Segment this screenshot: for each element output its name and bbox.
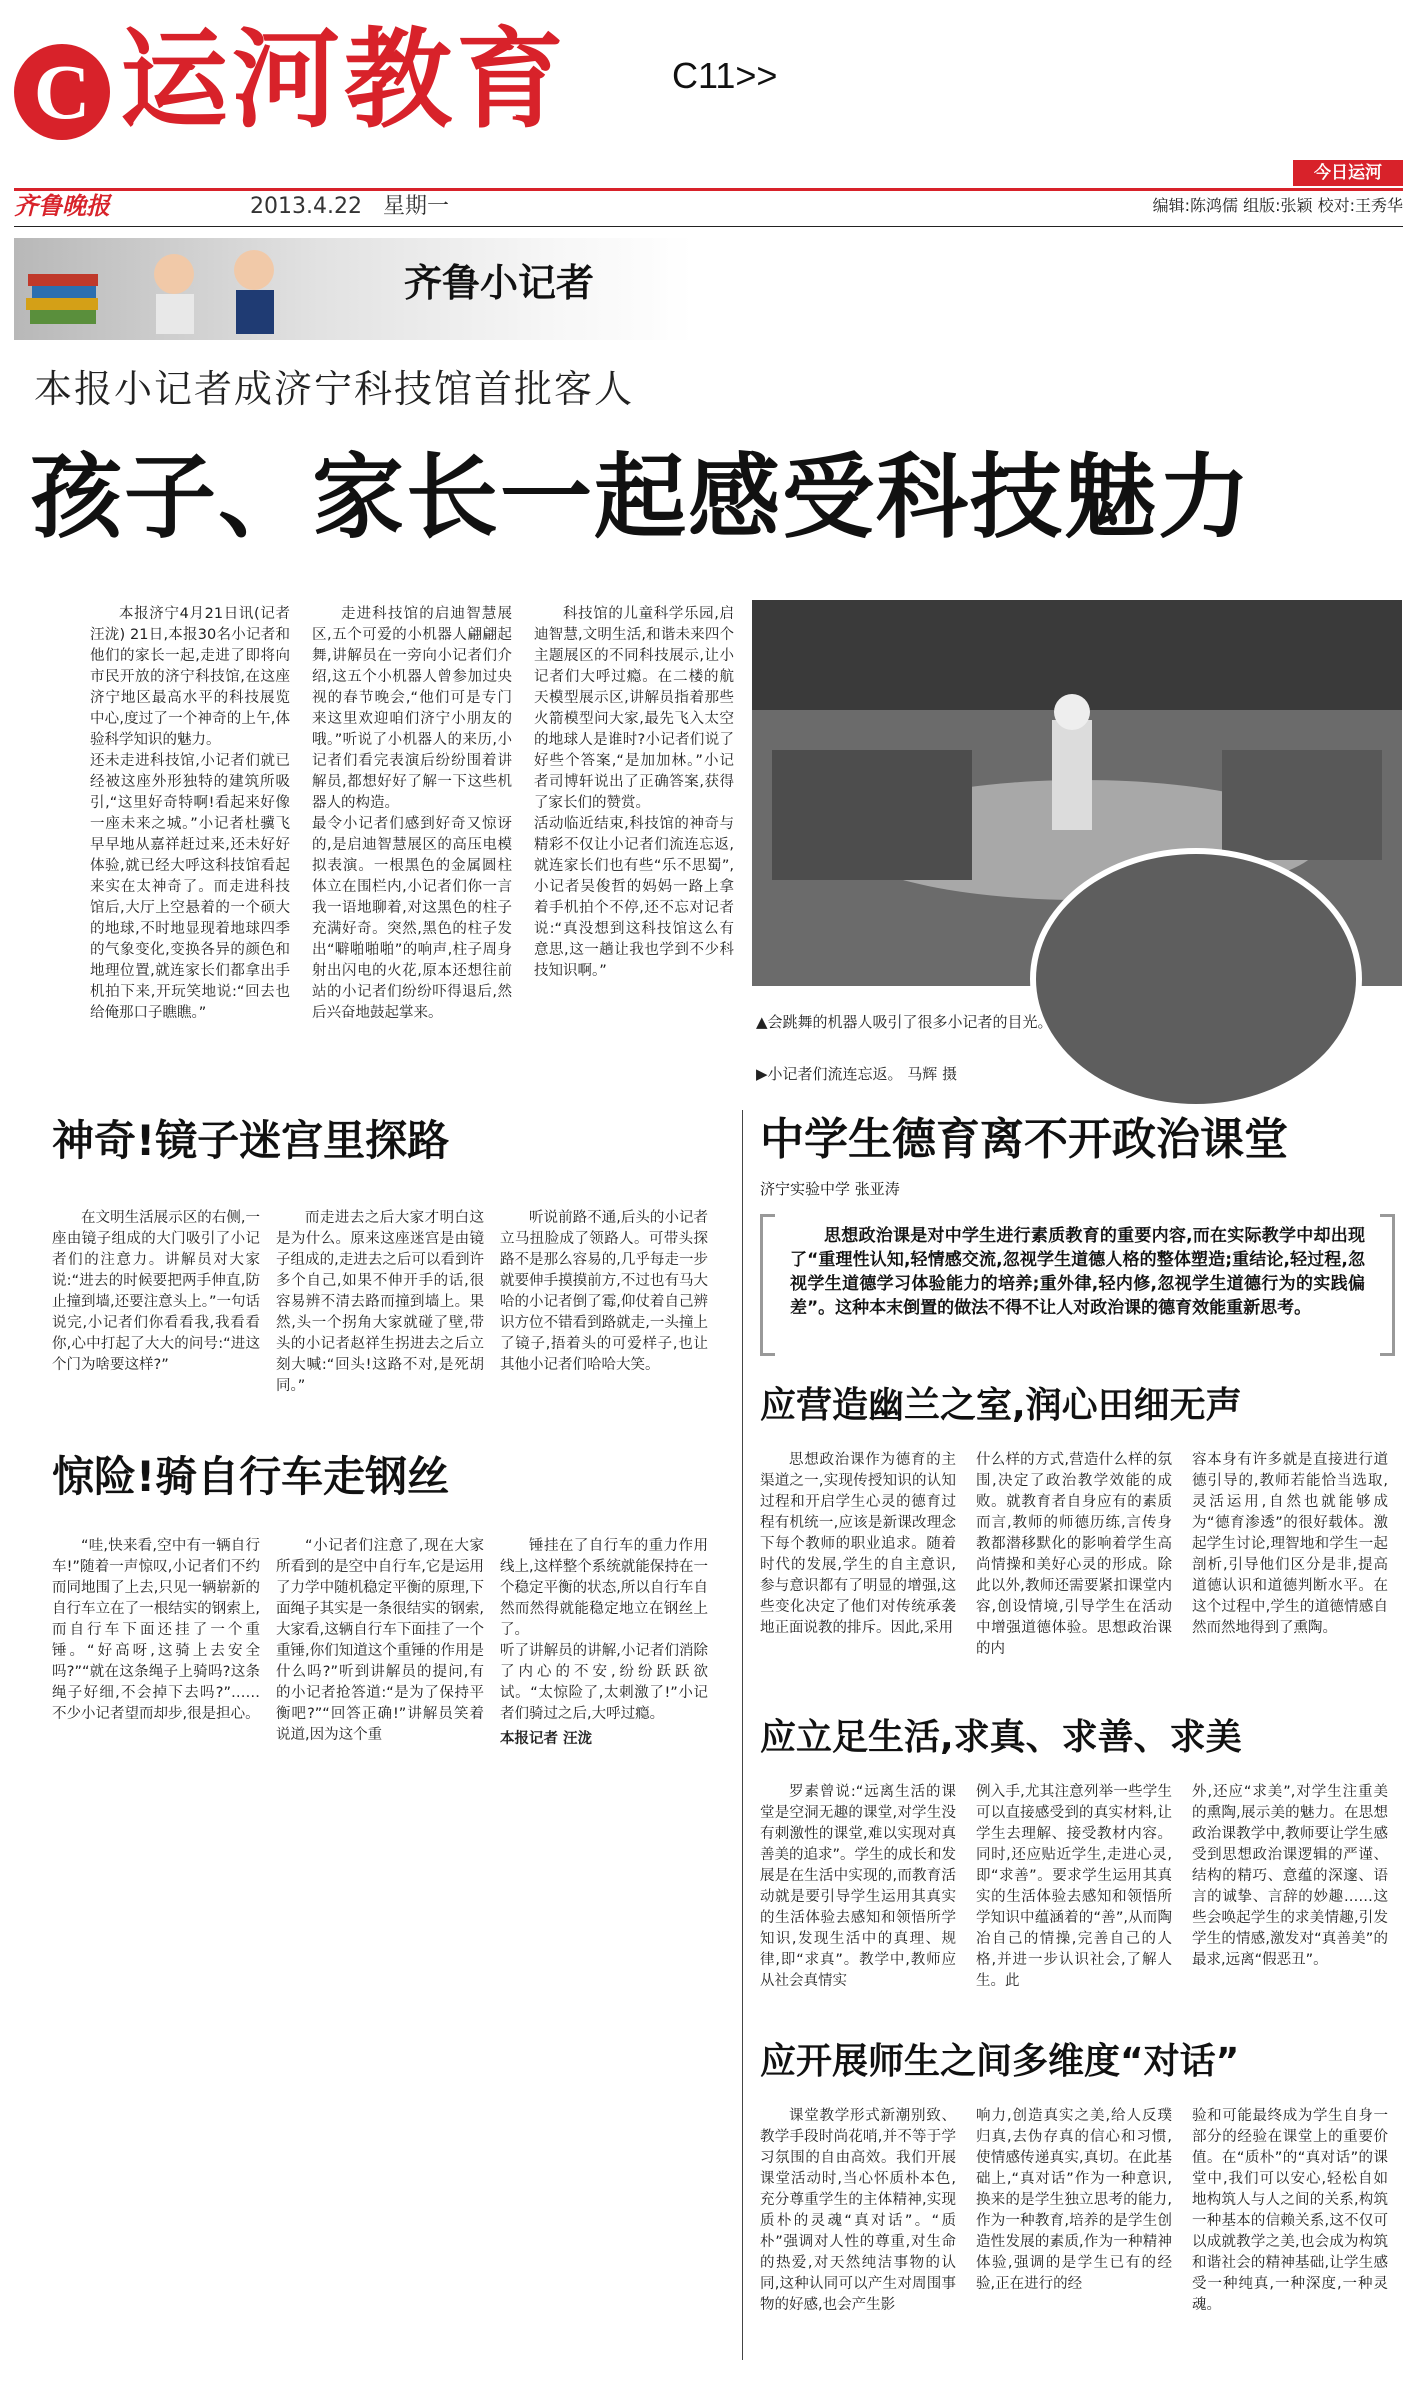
- photo-caption-1: ▲会跳舞的机器人吸引了很多小记者的目光。: [756, 1013, 1053, 1031]
- lead-column-2: [312, 604, 512, 1024]
- issue-weekday: 星期一: [382, 194, 449, 219]
- moral-s1-col3-text: 容本身有许多就是直接进行道德引导的,教师若能恰当选取,灵活运用,自然也就能够成为“德育渗透”的很好载体。激起学生讨论,理智地和学生一起剖析,引导他们区分是非,提高道德认识和道德判断水平。在这个过程中,学生的道德情感自然而然地得到了熏陶。: [1192, 1452, 1388, 1636]
- moral-s3-col-1: [760, 2106, 956, 2316]
- abstract-bracket-right: [1380, 1214, 1395, 1356]
- mirror-col1-text: 在文明生活展示区的右侧,一座由镜子组成的大门吸引了小记者们的注意力。讲解员对大家说:“进去的时候要把两手伸直,防止撞到墙,还要注意头上。”一句话说完,小记者们你看看我,我看看你,心中打起了大大的问号:“进这个门为啥要这样?”: [52, 1210, 260, 1373]
- mirror-column-3: [500, 1208, 708, 1376]
- bike-column-2: [276, 1536, 484, 1746]
- masthead-logo-c: C: [14, 44, 110, 140]
- issue-date: 2013.4.22: [250, 194, 362, 219]
- bike-col3-text: 锤挂在了自行车的重力作用线上,这样整个系统就能保持在一个稳定平衡的状态,所以自行车自然而然得就能稳定地立在钢丝上了。 听了讲解员的讲解,小记者们消除了内心的不安,纷纷跃跃欲试。“太惊险了,太刺激了!”小记者们骑过之后,大呼过瘾。: [500, 1538, 708, 1722]
- moral-section-3-title: 应开展师生之间多维度“对话”: [760, 2041, 1240, 2082]
- paper-name: 齐鲁晚报: [14, 191, 110, 220]
- lead-column-1: [90, 604, 290, 1024]
- dateline: [130, 196, 449, 218]
- masthead-rule: [14, 188, 1403, 191]
- mirror-column-2: [276, 1208, 484, 1397]
- bike-column-1: [52, 1536, 260, 1725]
- moral-s1-col1-text: 思想政治课作为德育的主渠道之一,实现传授知识的认知过程和开启学生心灵的德育过程有机统一,应该是新课改理念下每个教师的职业追求。随着时代的发展,学生的自主意识,参与意识都有了明显的增强,这些变化决定了他们对传统承袭地正面说教的排斥。因此,采用: [760, 1452, 956, 1636]
- moral-s3-col3-text: 验和可能最终成为学生自身一部分的经验在课堂上的重要价值。在“质朴”的“真对话”的课堂中,我们可以安心,轻松自如地构筑人与人之间的关系,构筑一种基本的信赖关系,这不仅可以成就教学之美,也会成为构筑和谐社会的精神基础,让学生感受一种纯真,一种深度,一种灵魂。: [1192, 2108, 1388, 2313]
- photo-caption-2: ▶小记者们流连忘返。 马辉 摄: [756, 1065, 958, 1083]
- column-divider: [742, 1110, 743, 2360]
- banner-illustration: [24, 244, 354, 336]
- moral-s1-col-2: [976, 1450, 1172, 1660]
- moral-s1-col-1: [760, 1450, 956, 1639]
- moral-s2-col-1: [760, 1782, 956, 1992]
- lead-col2-text: 走进科技馆的启迪智慧展区,五个可爱的小机器人翩翩起舞,讲解员在一旁向小记者们介绍,这五个小机器人曾参加过央视的春节晚会,“他们可是专门来这里欢迎咱们济宁小朋友的哦。”听说了小机器人的来历,小记者们看完表演后纷纷围着讲解员,都想好好了解一下这些机器人的构造。 最令小记者们感到好奇又惊讶的,是启迪智慧展区的高压电模拟表演。一根黑色的金属圆柱体立在围栏内,小记者们你一言我一语地聊着,对这黑色的柱子充满好奇。突然,黑色的柱子发出“噼啪啪啪”的响声,柱子周身射出闪电的火花,原本还想往前站的小记者们纷纷吓得退后,然后兴奋地鼓起掌来。: [312, 606, 512, 1021]
- moral-s2-col1-text: 罗素曾说:“远离生活的课堂是空洞无趣的课堂,对学生没有刺激性的课堂,难以实现对真善美的追求”。学生的成长和发展是在生活中实现的,而教育活动就是要引导学生运用其真实的生活体验去感知和领悟所学知识,发现生活中的真理、规律,即“求真”。教学中,教师应从社会真情实: [760, 1784, 957, 1989]
- mirror-col3-text: 听说前路不通,后头的小记者立马扭脸成了领路人。可带头探路不是那么容易的,几乎每走一步就要伸手摸摸前方,不过也有马大哈的小记者倒了霉,仰仗着自己辨识方位不错看到路就走,一头撞上了镜子,捂着头的可爱样子,也让其他小记者们哈哈大笑。: [500, 1210, 708, 1373]
- moral-s2-col-3: [1192, 1782, 1388, 1971]
- moral-s2-col-2: [976, 1782, 1172, 1992]
- moral-s2-col3-text: 外,还应“求美”,对学生注重美的熏陶,展示美的魅力。在思想政治课教学中,教师要让学生感受到思想政治课逻辑的严谨、结构的精巧、意蕴的深邃、语言的诚挚、言辞的妙趣……这些会唤起学生的求美情趣,引发学生的情感,激发对“真善美”的最求,远离“假恶丑”。: [1192, 1784, 1388, 1968]
- moral-s3-col2-text: 响力,创造真实之美,给人反璞归真,去伪存真的信心和习惯,使情感传递真实,真切。在此基础上,“真对话”作为一种意识,换来的是学生独立思考的能力,作为一种教育,培养的是学生创造性发展的素质,作为一种精神体验,强调的是学生已有的经验,正在进行的经: [976, 2108, 1172, 2292]
- moral-s1-col-3: [1192, 1450, 1388, 1639]
- section-badge: 今日运河: [1293, 160, 1403, 186]
- mirror-column-1: [52, 1208, 260, 1376]
- lead-col3-text: 科技馆的儿童科学乐园,启迪智慧,文明生活,和谐未来四个主题展区的不同科技展示,让小记者们大呼过瘾。在二楼的航天模型展示区,讲解员指着那些火箭模型问大家,最先飞入太空的地球人是谁时?小记者们说了好些个答案,“是加加林。”小记者司博轩说出了正确答案,获得了家长们的赞赏。 活动临近结束,科技馆的神奇与精彩不仅让小记者们流连忘返,就连家长们也有些“乐不思蜀”,小记者吴俊哲的妈妈一路上拿着手机拍个不停,还不忘对记者说:“真没想到这科技馆这么有意思,这一趟让我也学到不少科技知识啊。”: [534, 606, 734, 979]
- moral-headline: 中学生德育离不开政治课堂: [760, 1114, 1288, 1165]
- moral-section-1-title: 应营造幽兰之室,润心田细无声: [760, 1385, 1242, 1426]
- masthead-title: 运河教育: [120, 18, 569, 143]
- bike-column-3: [500, 1536, 708, 1750]
- moral-s3-col1-text: 课堂教学形式新潮别致、教学手段时尚花哨,并不等于学习氛围的自由高效。我们开展课堂活动时,当心怀质朴本色,充分尊重学生的主体精神,实现质朴的灵魂“真对话”。“质朴”强调对人性的尊重,对生命的热爱,对天然纯洁事物的认同,这种认同可以产生对周围事物的好感,也会产生影: [760, 2108, 956, 2313]
- section-name: 齐鲁小记者: [404, 261, 595, 305]
- bike-col2-text: “小记者们注意了,现在大家所看到的是空中自行车,它是运用了力学中随机稳定平衡的原理,下面绳子其实是一条很结实的钢索,大家看,这辆自行车下面挂了一个重锤,你们知道这个重锤的作用是什么吗?”听到讲解员的提问,有的小记者抢答道:“是为了保持平衡吧?”“回答正确!”讲解员笑着说道,因为这个重: [276, 1538, 484, 1743]
- bike-headline: 惊险!骑自行车走钢丝: [52, 1452, 450, 1501]
- page-number: C11>>: [672, 55, 778, 96]
- bike-col1-text: “哇,快来看,空中有一辆自行车!”随着一声惊叹,小记者们不约而同地围了上去,只见一辆崭新的自行车立在了一根结实的钢索上,而自行车下面还挂了一个重锤。“好高呀,这骑上去安全吗?”“就在这条绳子上骑吗?这条绳子好细,不会掉下去吗?”……不少小记者望而却步,很是担心。: [52, 1538, 260, 1722]
- lead-kicker: 本报小记者成济宁科技馆首批客人: [34, 367, 635, 411]
- lead-headline: 孩子、家长一起感受科技魅力: [30, 444, 1253, 551]
- moral-s2-col2-text: 例入手,尤其注意列举一些学生可以直接感受到的真实材料,让学生去理解、接受教材内容。同时,还应贴近学生,走进心灵,即“求善”。要求学生运用其真实的生活体验去感知和领悟所学知识中蕴涵着的“善”,从而陶冶自己的情操,完善自己的人格,并进一步认识社会,了解人生。此: [976, 1784, 1172, 1989]
- moral-s3-col-2: [976, 2106, 1172, 2295]
- header-divider: [14, 226, 1403, 227]
- lead-col1-text: 本报济宁4月21日讯(记者 汪泷) 21日,本报30名小记者和他们的家长一起,走进了即将向市民开放的济宁科技馆,在这座济宁地区最高水平的科技展览中心,度过了一个神奇的上午,体验科学知识的魅力。 还未走进科技馆,小记者们就已经被这座外形独特的建筑所吸引,“这里好奇特啊!看起来好像一座未来之城。”小记者杜骥飞早早地从嘉祥赶过来,还未好好体验,就已经大呼这科技馆看起来实在太神奇了。而走进科技馆后,大厅上空悬着的一个硕大的地球,不时地显现着地球四季的气象变化,变换各异的颜色和地理位置,就连家长们都拿出手机拍下来,开玩笑地说:“回去也给俺那口子瞧瞧。”: [90, 606, 290, 1021]
- mirror-headline: 神奇!镜子迷宫里探路: [52, 1116, 450, 1165]
- mirror-col2-text: 而走进去之后大家才明白这是为什么。原来这座迷宫是由镜子组成的,走进去之后可以看到许多个自己,如果不伸开手的话,很容易辨不清去路而撞到墙上。果然,头一个拐角大家就碰了壁,带头的小记者赵祥生拐进去之后立刻大喊:“回头!这路不对,是死胡同。”: [276, 1210, 484, 1394]
- lead-photo-inset: [1030, 848, 1362, 1110]
- moral-s3-col-3: [1192, 2106, 1388, 2316]
- abstract-bracket-left: [760, 1214, 775, 1356]
- moral-abstract-text: 思想政治课是对中学生进行素质教育的重要内容,而在实际教学中却出现了“重理性认知,轻情感交流,忽视学生道德人格的整体塑造;重结论,轻过程,忽视学生道德学习体验能力的培养;重外律,轻内修,忽视学生道德行为的实践偏差”。这种本末倒置的做法不得不让人对政治课的德育效能重新思考。: [790, 1226, 1365, 1318]
- editor-credits: 编辑:陈鸿儒 组版:张颖 校对:王秀华: [1152, 196, 1403, 215]
- moral-section-2-title: 应立足生活,求真、求善、求美: [760, 1717, 1242, 1758]
- moral-byline: 济宁实验中学 张亚涛: [760, 1180, 900, 1198]
- moral-abstract: [790, 1224, 1365, 1320]
- bike-byline: 本报记者 汪泷: [500, 1731, 593, 1747]
- moral-s1-col2-text: 什么样的方式,营造什么样的氛围,决定了政治教学效能的成败。就教育者自身应有的素质而言,教师的师德历练,言传身教都潜移默化的影响着学生高尚情操和美好心灵的形成。除此以外,教师还需要紧扣课堂内容,创设情境,引导学生在活动中增强道德体验。思想政治课的内: [976, 1452, 1172, 1657]
- lead-column-3: [534, 604, 734, 982]
